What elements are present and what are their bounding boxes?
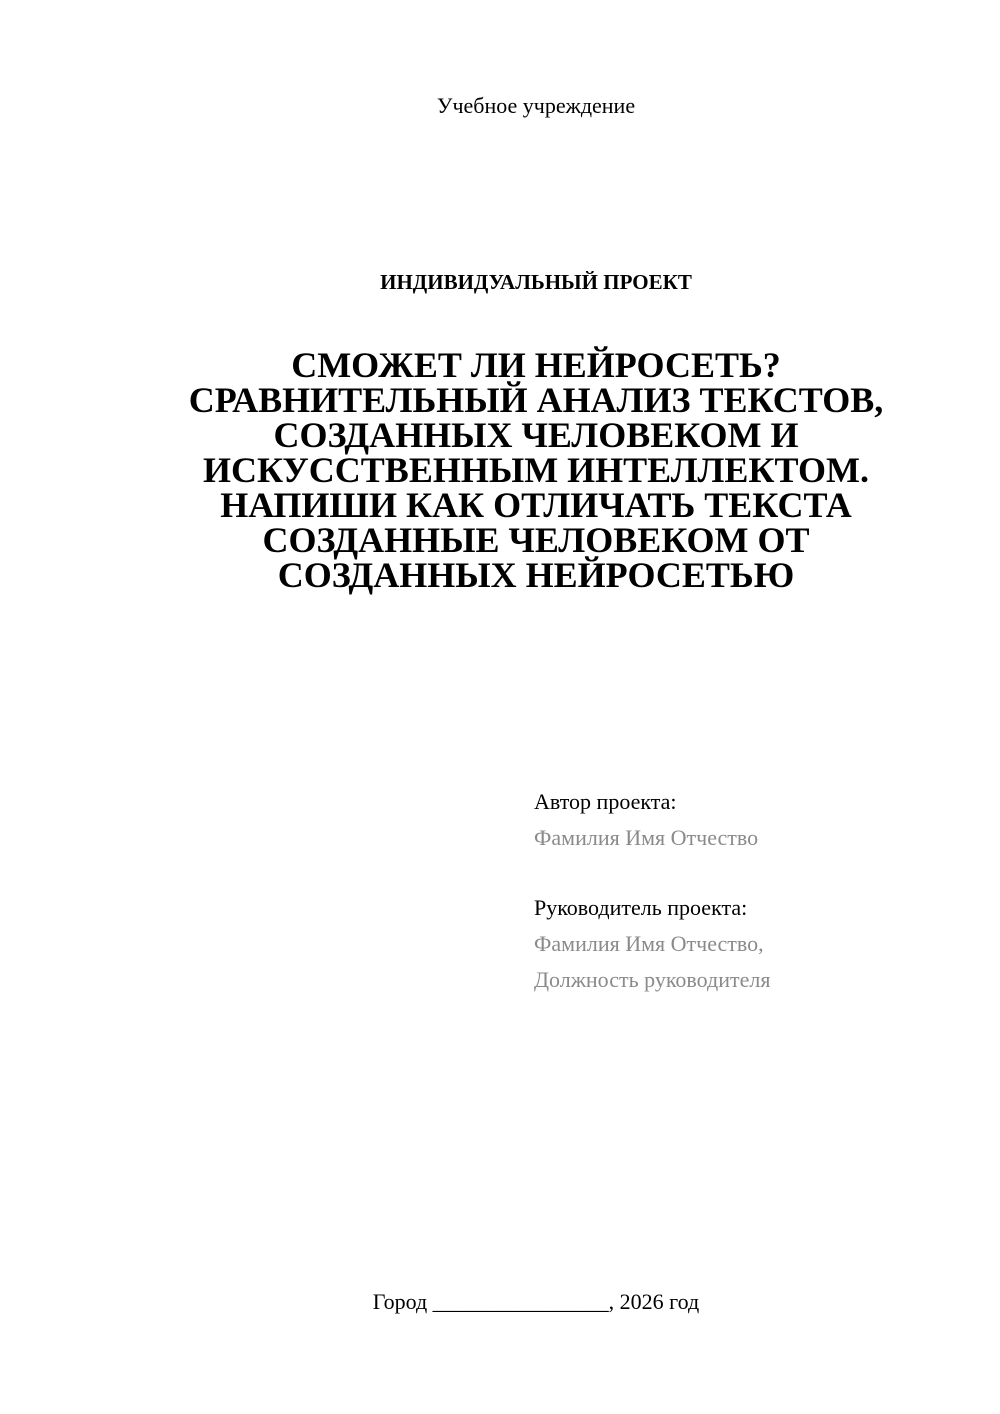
project-title-line: СМОЖЕТ ЛИ НЕЙРОСЕТЬ? xyxy=(291,345,781,385)
supervisor-label: Руководитель проекта: xyxy=(534,895,748,920)
project-title-line: СОЗДАННЫЕ ЧЕЛОВЕКОМ ОТ xyxy=(262,520,810,560)
author-block xyxy=(534,784,974,856)
project-title-line: СОЗДАННЫХ НЕЙРОСЕТЬЮ xyxy=(277,555,795,595)
document-type: ИНДИВИДУАЛЬНЫЙ ПРОЕКТ xyxy=(380,270,692,294)
project-title-line: СОЗДАННЫХ ЧЕЛОВЕКОМ И xyxy=(273,415,799,455)
author-label: Автор проекта: xyxy=(534,789,677,814)
project-title-line: СРАВНИТЕЛЬНЫЙ АНАЛИЗ ТЕКСТОВ, xyxy=(188,380,884,420)
city-year-line: Город ________________, 2026 год xyxy=(372,1289,700,1314)
supervisor-block xyxy=(534,890,974,998)
supervisor-name-field[interactable]: Фамилия Имя Отчество, xyxy=(534,931,764,956)
institution-name: Учебное учреждение xyxy=(436,93,636,118)
author-name-field[interactable]: Фамилия Имя Отчество xyxy=(534,825,759,850)
supervisor-position-field[interactable]: Должность руководителя xyxy=(534,967,771,992)
project-title-line: НАПИШИ КАК ОТЛИЧАТЬ ТЕКСТА xyxy=(220,485,852,525)
project-title xyxy=(150,345,922,595)
project-title-line: ИСКУССТВЕННЫМ ИНТЕЛЛЕКТОМ. xyxy=(203,450,869,490)
